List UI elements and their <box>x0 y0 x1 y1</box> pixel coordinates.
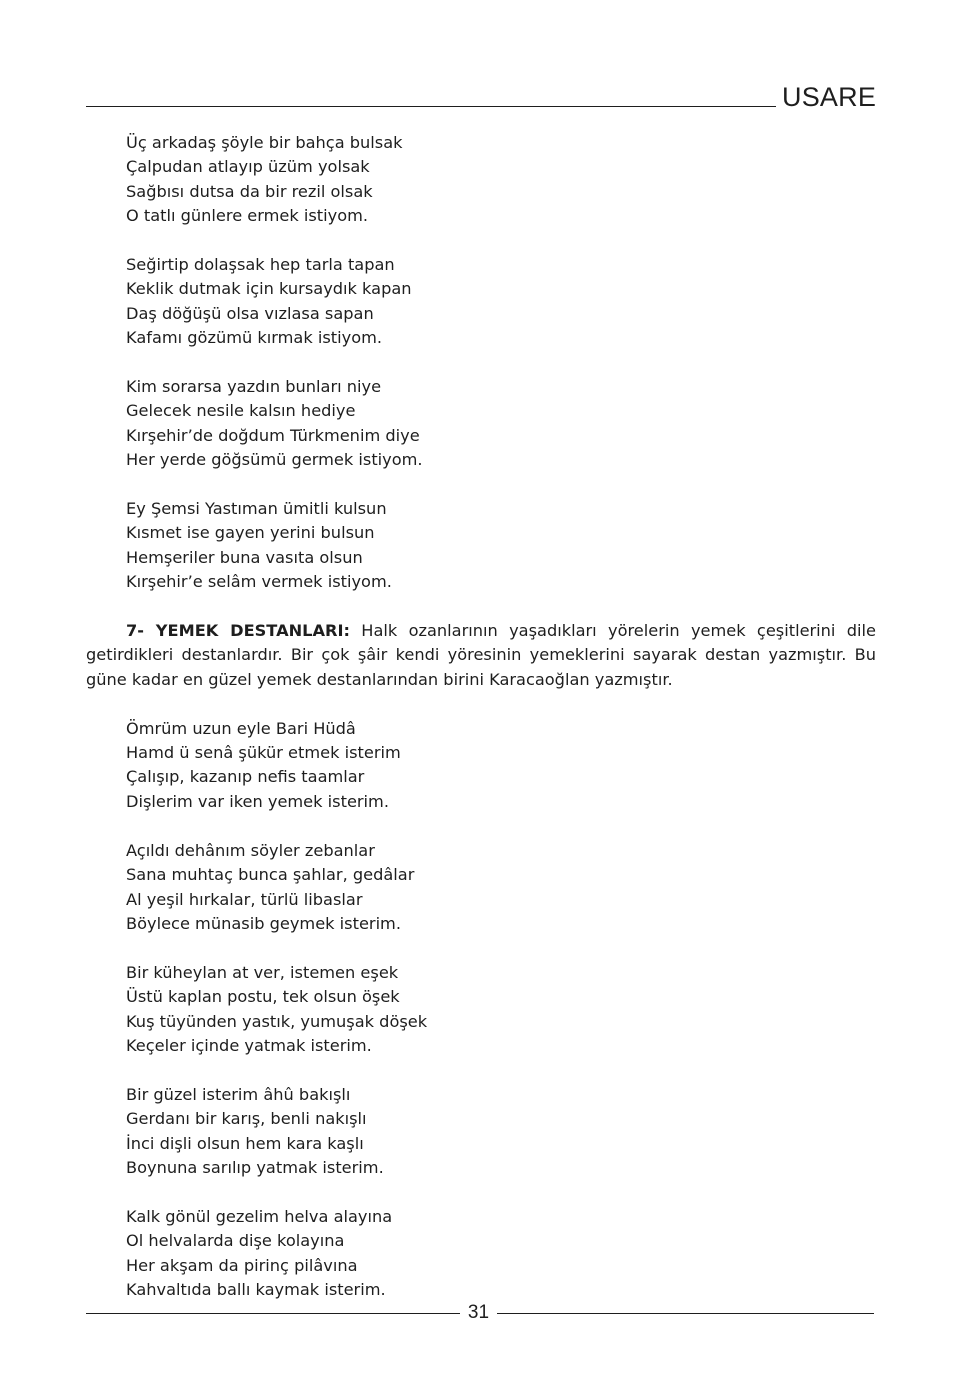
verse-line: Üç arkadaş şöyle bir bahça bulsak <box>126 133 403 152</box>
page-number: 31 <box>467 1302 490 1323</box>
stanza <box>86 131 876 229</box>
verse-line: Kahvaltıda ballı kaymak isterim. <box>126 1279 386 1299</box>
verse-line: Sağbısı dutsa da bir rezil olsak <box>126 181 373 201</box>
verse-line: Kırşehir’e selâm vermek istiyom. <box>126 572 392 592</box>
stanza <box>86 497 876 595</box>
verse-line: Gerdanı bir karış, benli nakışlı <box>126 1109 367 1129</box>
verse-line: İnci dişli olsun hem kara kaşlı <box>126 1133 364 1153</box>
verse-line: Çalpudan atlayıp üzüm yolsak <box>126 157 370 177</box>
verse-line: Keçeler içinde yatmak isterim. <box>126 1035 372 1055</box>
verse-line: Her akşam da pirinç pilâvına <box>126 1255 358 1275</box>
verse-line: Dişlerim var iken yemek isterim. <box>126 791 389 811</box>
verse-line: Hemşeriler buna vasıta olsun <box>126 547 363 567</box>
section-heading: 7- YEMEK DESTANLARI: <box>126 621 350 641</box>
verse-line: Kafamı gözümü kırmak istiyom. <box>126 328 383 348</box>
journal-name: USARE <box>782 82 877 112</box>
poem-karacaoglan <box>86 717 876 1303</box>
section-body: Halk ozanlarının yaşadıkları yörelerin yemek çeşitlerini dile getirdikleri destanlardır. Bir çok şâir kendi yöresinin yemeklerini sayarak destan yazmıştır. Bu güne kadar en güzel yemek destanlarından birini Karacaoğlan yazmıştır. <box>86 621 877 689</box>
verse-line: Hamd ü senâ şükür etmek isterim <box>126 743 401 763</box>
stanza <box>86 1083 876 1181</box>
page-content <box>86 131 876 1327</box>
verse-line: Kalk gönül gezelim helva alayına <box>126 1206 393 1226</box>
verse-line: Al yeşil hırkalar, türlü libaslar <box>126 889 363 909</box>
verse-line: Keklik dutmak için kursaydık kapan <box>126 279 412 299</box>
verse-line: Çalışıp, kazanıp nefis taamlar <box>126 767 365 787</box>
verse-line: Bir güzel isterim âhû bakışlı <box>126 1084 351 1104</box>
verse-line: Ol helvalarda dişe kolayına <box>126 1231 345 1251</box>
verse-line: Kısmet ise gayen yerini bulsun <box>126 523 375 543</box>
verse-line: Ömrüm uzun eyle Bari Hüdâ <box>126 718 356 738</box>
section-yemek-destanlari <box>86 619 876 692</box>
stanza <box>86 961 876 1059</box>
stanza <box>86 839 876 937</box>
verse-line: Ey Şemsi Yastıman ümitli kulsun <box>126 499 387 519</box>
verse-line: Böylece münasib geymek isterim. <box>126 913 401 933</box>
verse-line: Açıldı dehânım söyler zebanlar <box>126 840 375 860</box>
stanza <box>86 1205 876 1303</box>
verse-line: Boynuna sarılıp yatmak isterim. <box>126 1157 384 1177</box>
verse-line: Bir küheylan at ver, istemen eşek <box>126 962 399 982</box>
header-rule <box>86 106 776 107</box>
verse-line: Daş döğüşü olsa vızlasa sapan <box>126 303 374 323</box>
verse-line: O tatlı günlere ermek istiyom. <box>126 206 369 226</box>
verse-line: Her yerde göğsümü germek istiyom. <box>126 450 423 470</box>
stanza <box>86 717 876 815</box>
verse-line: Sana muhtaç bunca şahlar, gedâlar <box>126 865 415 885</box>
verse-line: Kuş tüyünden yastık, yumuşak döşek <box>126 1011 428 1031</box>
stanza <box>86 375 876 473</box>
verse-line: Seğirtip dolaşsak hep tarla tapan <box>126 255 395 275</box>
footer-rule-left <box>86 1313 460 1314</box>
stanza <box>86 253 876 351</box>
verse-line: Gelecek nesile kalsın hediye <box>126 401 356 421</box>
verse-line: Üstü kaplan postu, tek olsun öşek <box>126 987 400 1007</box>
verse-line: Kim sorarsa yazdın bunları niye <box>126 377 382 397</box>
verse-line: Kırşehir’de doğdum Türkmenim diye <box>126 425 420 445</box>
footer-rule-right <box>497 1313 874 1314</box>
poem-kirsehir <box>86 131 876 595</box>
